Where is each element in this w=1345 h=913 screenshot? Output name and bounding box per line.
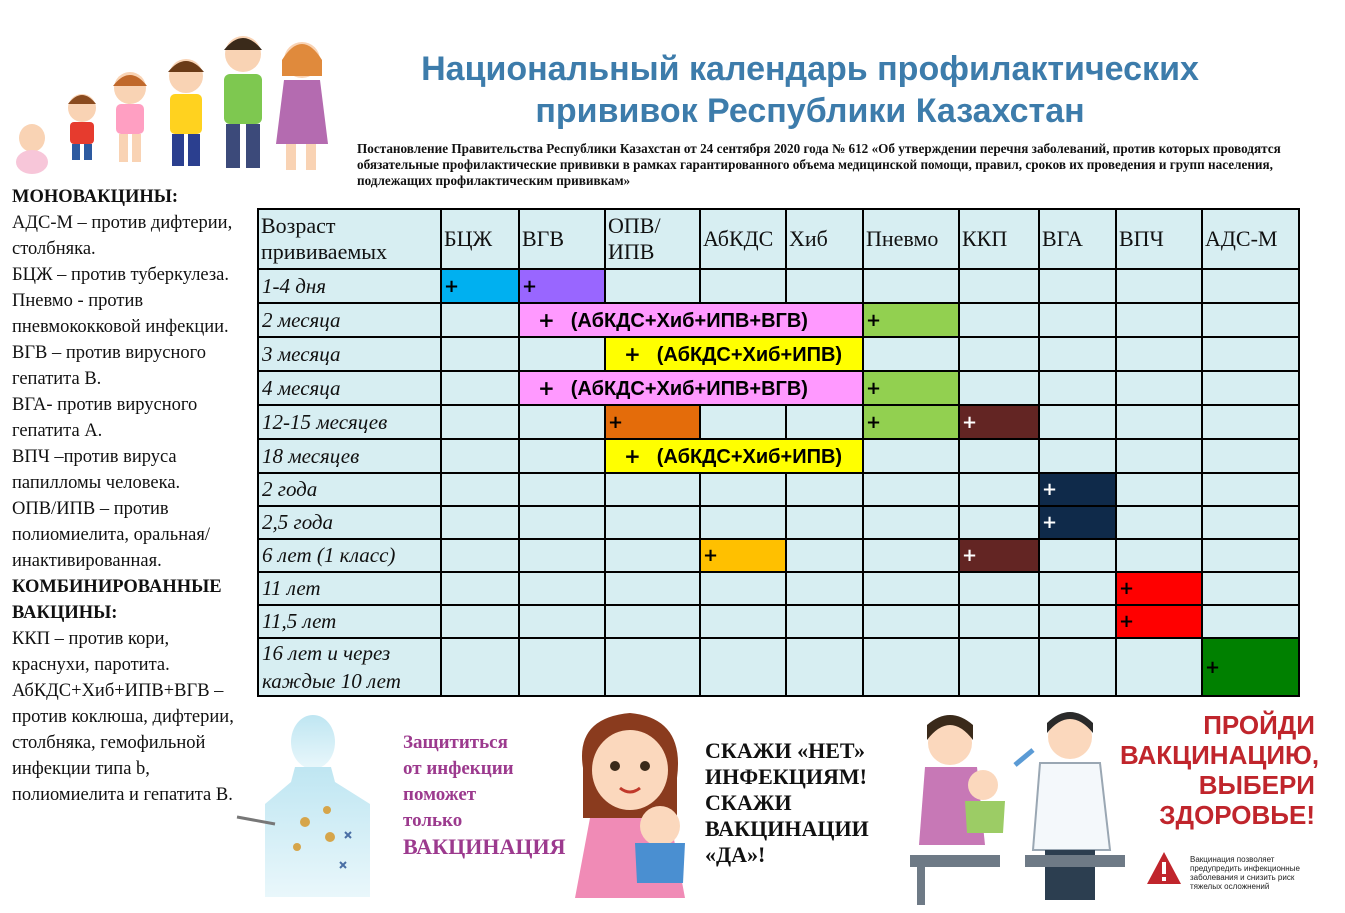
- empty-cell: [1202, 405, 1299, 439]
- mono-heading: МОНОВАКЦИНЫ:: [12, 187, 179, 207]
- combo-label: (АбКДС+Хиб+ИПВ+ВГВ): [570, 309, 808, 332]
- empty-cell: [1202, 539, 1299, 572]
- empty-cell: [1202, 506, 1299, 539]
- empty-cell: [1116, 473, 1202, 506]
- empty-cell: [605, 638, 700, 696]
- plus-mark: +: [866, 411, 882, 433]
- empty-cell: [1039, 605, 1116, 638]
- empty-cell: [959, 506, 1039, 539]
- empty-cell: [519, 473, 605, 506]
- header-adsm: АДС-М: [1202, 209, 1299, 269]
- empty-cell: [1039, 269, 1116, 303]
- empty-cell: [1202, 605, 1299, 638]
- empty-cell: [519, 337, 605, 371]
- slogan-emphasis: ВАКЦИНАЦИЯ: [403, 834, 566, 859]
- empty-cell: [605, 269, 700, 303]
- plus-mark: +: [1119, 611, 1135, 632]
- empty-cell: [441, 638, 519, 696]
- mark-pnevmo: [863, 371, 959, 405]
- table-row: [258, 638, 1299, 696]
- empty-cell: [700, 506, 786, 539]
- plus-mark: +: [538, 307, 555, 332]
- empty-cell: [959, 572, 1039, 605]
- empty-cell: [1202, 269, 1299, 303]
- empty-cell: [1039, 371, 1116, 405]
- empty-cell: [959, 337, 1039, 371]
- combo-label: (АбКДС+Хиб+ИПВ): [656, 343, 843, 366]
- empty-cell: [519, 605, 605, 638]
- empty-cell: [441, 605, 519, 638]
- slogan-line: ВЫБЕРИ: [1198, 770, 1315, 800]
- combo-ipv-cell: [605, 337, 863, 371]
- plus-mark: +: [703, 545, 719, 566]
- empty-cell: [863, 506, 959, 539]
- table-row: [258, 337, 1299, 371]
- age-cell: 12-15 месяцев: [258, 405, 441, 439]
- empty-cell: [441, 539, 519, 572]
- legend-item: ВГВ – против вирусного гепатита В.: [12, 343, 207, 389]
- plus-mark: +: [624, 443, 641, 468]
- empty-cell: [1116, 269, 1202, 303]
- empty-cell: [441, 506, 519, 539]
- plus-mark: +: [1042, 512, 1058, 533]
- empty-cell: [605, 572, 700, 605]
- mark-pnevmo: [863, 405, 959, 439]
- empty-cell: [786, 572, 863, 605]
- legend-item: АбКДС+Хиб+ИПВ+ВГВ – против коклюша, дифтерии, столбняка, гемофильной инфекции типа b, полиомиелита и гепатита В.: [12, 681, 234, 805]
- title-line-2: прививок Республики Казахстан: [535, 92, 1085, 130]
- plus-mark: +: [962, 545, 978, 566]
- header-pnevmo: Пневмо: [863, 209, 959, 269]
- mark-pnevmo: [863, 303, 959, 337]
- plus-mark: +: [1205, 656, 1221, 678]
- baby-figure: [16, 124, 48, 174]
- table-row: [258, 605, 1299, 638]
- header-age: Возраст прививаемых: [258, 209, 441, 269]
- age-cell: 2 года: [258, 473, 441, 506]
- boy-figure: [168, 59, 204, 166]
- doctor-vaccination-illustration: [905, 705, 1130, 910]
- empty-cell: [959, 605, 1039, 638]
- combo-vgv-cell: [519, 303, 863, 337]
- empty-cell: [1039, 539, 1116, 572]
- mark-vpch: [1116, 572, 1202, 605]
- mark-bcg: [441, 269, 519, 303]
- plus-mark: +: [866, 377, 882, 399]
- empty-cell: [1116, 638, 1202, 696]
- empty-cell: [786, 539, 863, 572]
- empty-cell: [700, 572, 786, 605]
- slogan-line: ВАКЦИНАЦИИ: [705, 816, 869, 841]
- mark-abkds: [700, 539, 786, 572]
- empty-cell: [786, 638, 863, 696]
- table-row: [258, 439, 1299, 473]
- header-vgv: ВГВ: [519, 209, 605, 269]
- header-kkp: ККП: [959, 209, 1039, 269]
- combo-label: (АбКДС+Хиб+ИПВ): [656, 445, 843, 468]
- legend-item: ККП – против кори, краснухи, паротита.: [12, 629, 170, 675]
- age-cell: 2 месяца: [258, 303, 441, 337]
- family-illustration: [10, 20, 335, 180]
- slogan-line: СКАЖИ «НЕТ»: [705, 738, 865, 763]
- vaccination-table: [257, 208, 1300, 697]
- empty-cell: [519, 638, 605, 696]
- warning-note: Вакцинация позволяет предупредить инфекционные заболевания и снизить риск тяжелых осложнений: [1190, 855, 1300, 891]
- combo-vgv-cell: [519, 371, 863, 405]
- empty-cell: [863, 638, 959, 696]
- empty-cell: [863, 337, 959, 371]
- age-cell: 2,5 года: [258, 506, 441, 539]
- table-header-row: [258, 209, 1299, 269]
- age-cell: 1-4 дня: [258, 269, 441, 303]
- slogan-line: ЗДОРОВЬЕ!: [1159, 800, 1315, 830]
- empty-cell: [959, 303, 1039, 337]
- mother-figure: [276, 42, 328, 170]
- say-slogan: [705, 738, 905, 868]
- empty-cell: [1116, 371, 1202, 405]
- empty-cell: [1116, 539, 1202, 572]
- empty-cell: [441, 572, 519, 605]
- toddler-figure: [68, 94, 96, 160]
- girl-figure: [113, 72, 147, 162]
- slogan-line: «ДА»!: [705, 842, 766, 867]
- empty-cell: [1039, 337, 1116, 371]
- empty-cell: [605, 539, 700, 572]
- empty-cell: [605, 473, 700, 506]
- slogan-line: СКАЖИ: [705, 790, 792, 815]
- empty-cell: [700, 605, 786, 638]
- table-row: [258, 371, 1299, 405]
- empty-cell: [441, 473, 519, 506]
- mark-kkp: [959, 405, 1039, 439]
- empty-cell: [700, 405, 786, 439]
- slogan-line: только: [403, 810, 463, 831]
- empty-cell: [1202, 439, 1299, 473]
- empty-cell: [959, 371, 1039, 405]
- slogan-line: ИНФЕКЦИЯМ!: [705, 764, 867, 789]
- empty-cell: [1039, 439, 1116, 473]
- empty-cell: [1116, 303, 1202, 337]
- decree-subtitle: Постановление Правительства Республики Казахстан от 24 сентября 2020 года № 612 «Об утверждении перечня заболеваний, против которых проводятся обязательные профилактические прививки в рамках гарантированного объема медицинской помощи, правил, сроков их проведения и групп населения, подлежащих профилактическим прививкам»: [357, 141, 1281, 188]
- father-figure: [224, 36, 262, 168]
- empty-cell: [786, 605, 863, 638]
- human-body-illustration: [235, 712, 375, 897]
- slogan-line: ПРОЙДИ: [1203, 710, 1315, 740]
- age-cell: 3 месяца: [258, 337, 441, 371]
- empty-cell: [441, 371, 519, 405]
- mark-vga: [1039, 473, 1116, 506]
- header-opv: ОПВ/ ИПВ: [605, 209, 700, 269]
- plus-mark: +: [866, 309, 882, 331]
- empty-cell: [959, 638, 1039, 696]
- empty-cell: [700, 638, 786, 696]
- empty-cell: [1039, 405, 1116, 439]
- table-row: [258, 572, 1299, 605]
- header-vga: ВГА: [1039, 209, 1116, 269]
- empty-cell: [863, 439, 959, 473]
- empty-cell: [786, 473, 863, 506]
- plus-mark: +: [522, 275, 538, 297]
- empty-cell: [786, 405, 863, 439]
- slogan-line: Защититься: [403, 732, 508, 753]
- table-row: [258, 269, 1299, 303]
- plus-mark: +: [538, 375, 555, 400]
- empty-cell: [1202, 473, 1299, 506]
- empty-cell: [519, 506, 605, 539]
- empty-cell: [1039, 303, 1116, 337]
- combo-label: (АбКДС+Хиб+ИПВ+ВГВ): [570, 377, 808, 400]
- legend-item: ВГА- против вирусного гепатита А.: [12, 395, 198, 441]
- empty-cell: [519, 539, 605, 572]
- empty-cell: [786, 506, 863, 539]
- empty-cell: [441, 337, 519, 371]
- plus-mark: +: [962, 411, 978, 433]
- table-row: [258, 506, 1299, 539]
- empty-cell: [1202, 337, 1299, 371]
- table-row: [258, 405, 1299, 439]
- age-cell: 4 месяца: [258, 371, 441, 405]
- empty-cell: [863, 572, 959, 605]
- age-cell: 6 лет (1 класс): [258, 539, 441, 572]
- mark-opv: [605, 405, 700, 439]
- empty-cell: [1116, 439, 1202, 473]
- empty-cell: [863, 605, 959, 638]
- table-row: [258, 539, 1299, 572]
- empty-cell: [605, 506, 700, 539]
- age-cell: 16 лет и через каждые 10 лет: [258, 638, 441, 696]
- empty-cell: [1116, 337, 1202, 371]
- empty-cell: [959, 269, 1039, 303]
- empty-cell: [1202, 572, 1299, 605]
- vaccine-legend: [12, 184, 248, 808]
- empty-cell: [863, 473, 959, 506]
- plus-mark: +: [1119, 578, 1135, 599]
- slogan-line: поможет: [403, 784, 477, 805]
- empty-cell: [1202, 371, 1299, 405]
- empty-cell: [1039, 572, 1116, 605]
- empty-cell: [441, 405, 519, 439]
- title-line-1: Национальный календарь профилактических: [421, 50, 1199, 88]
- mark-vgv: [519, 269, 605, 303]
- empty-cell: [519, 405, 605, 439]
- combo-heading: КОМБИНИРОВАННЫЕ ВАКЦИНЫ:: [12, 577, 222, 623]
- empty-cell: [959, 473, 1039, 506]
- legend-item: Пневмо - против пневмококковой инфекции.: [12, 291, 229, 337]
- mother-baby-illustration: [565, 708, 700, 898]
- empty-cell: [605, 605, 700, 638]
- plus-mark: +: [1042, 479, 1058, 500]
- empty-cell: [519, 572, 605, 605]
- empty-cell: [1116, 405, 1202, 439]
- header-abkds: АбКДС: [700, 209, 786, 269]
- legend-item: ВПЧ –против вируса папилломы человека.: [12, 447, 181, 493]
- header-hib: Хиб: [786, 209, 863, 269]
- empty-cell: [700, 473, 786, 506]
- age-cell: 11 лет: [258, 572, 441, 605]
- plus-mark: +: [624, 341, 641, 366]
- header-bcg: БЦЖ: [441, 209, 519, 269]
- plus-mark: +: [444, 275, 460, 297]
- table-row: [258, 473, 1299, 506]
- plus-mark: +: [608, 411, 624, 433]
- empty-cell: [519, 439, 605, 473]
- combo-ipv-cell: [605, 439, 863, 473]
- empty-cell: [1202, 303, 1299, 337]
- warning-icon: [1145, 850, 1183, 886]
- age-cell: 18 месяцев: [258, 439, 441, 473]
- slogan-line: ВАКЦИНАЦИЮ,: [1120, 740, 1320, 770]
- empty-cell: [1039, 638, 1116, 696]
- slogan-line: от инфекции: [403, 758, 514, 779]
- legend-item: ОПВ/ИПВ – против полиомиелита, оральная/ инактивированная.: [12, 499, 210, 571]
- empty-cell: [786, 269, 863, 303]
- mark-kkp: [959, 539, 1039, 572]
- header-vpch: ВПЧ: [1116, 209, 1202, 269]
- empty-cell: [700, 269, 786, 303]
- legend-item: АДС-М – против дифтерии, столбняка.: [12, 213, 233, 259]
- empty-cell: [441, 303, 519, 337]
- mark-adsm: [1202, 638, 1299, 696]
- legend-item: БЦЖ – против туберкулеза.: [12, 265, 230, 285]
- go-vaccinate-slogan: [1120, 710, 1320, 830]
- empty-cell: [1116, 506, 1202, 539]
- empty-cell: [441, 439, 519, 473]
- empty-cell: [959, 439, 1039, 473]
- age-cell: 11,5 лет: [258, 605, 441, 638]
- mark-vga: [1039, 506, 1116, 539]
- mark-vpch: [1116, 605, 1202, 638]
- empty-cell: [863, 539, 959, 572]
- page-title: [330, 48, 1290, 132]
- table-row: [258, 303, 1299, 337]
- empty-cell: [863, 269, 959, 303]
